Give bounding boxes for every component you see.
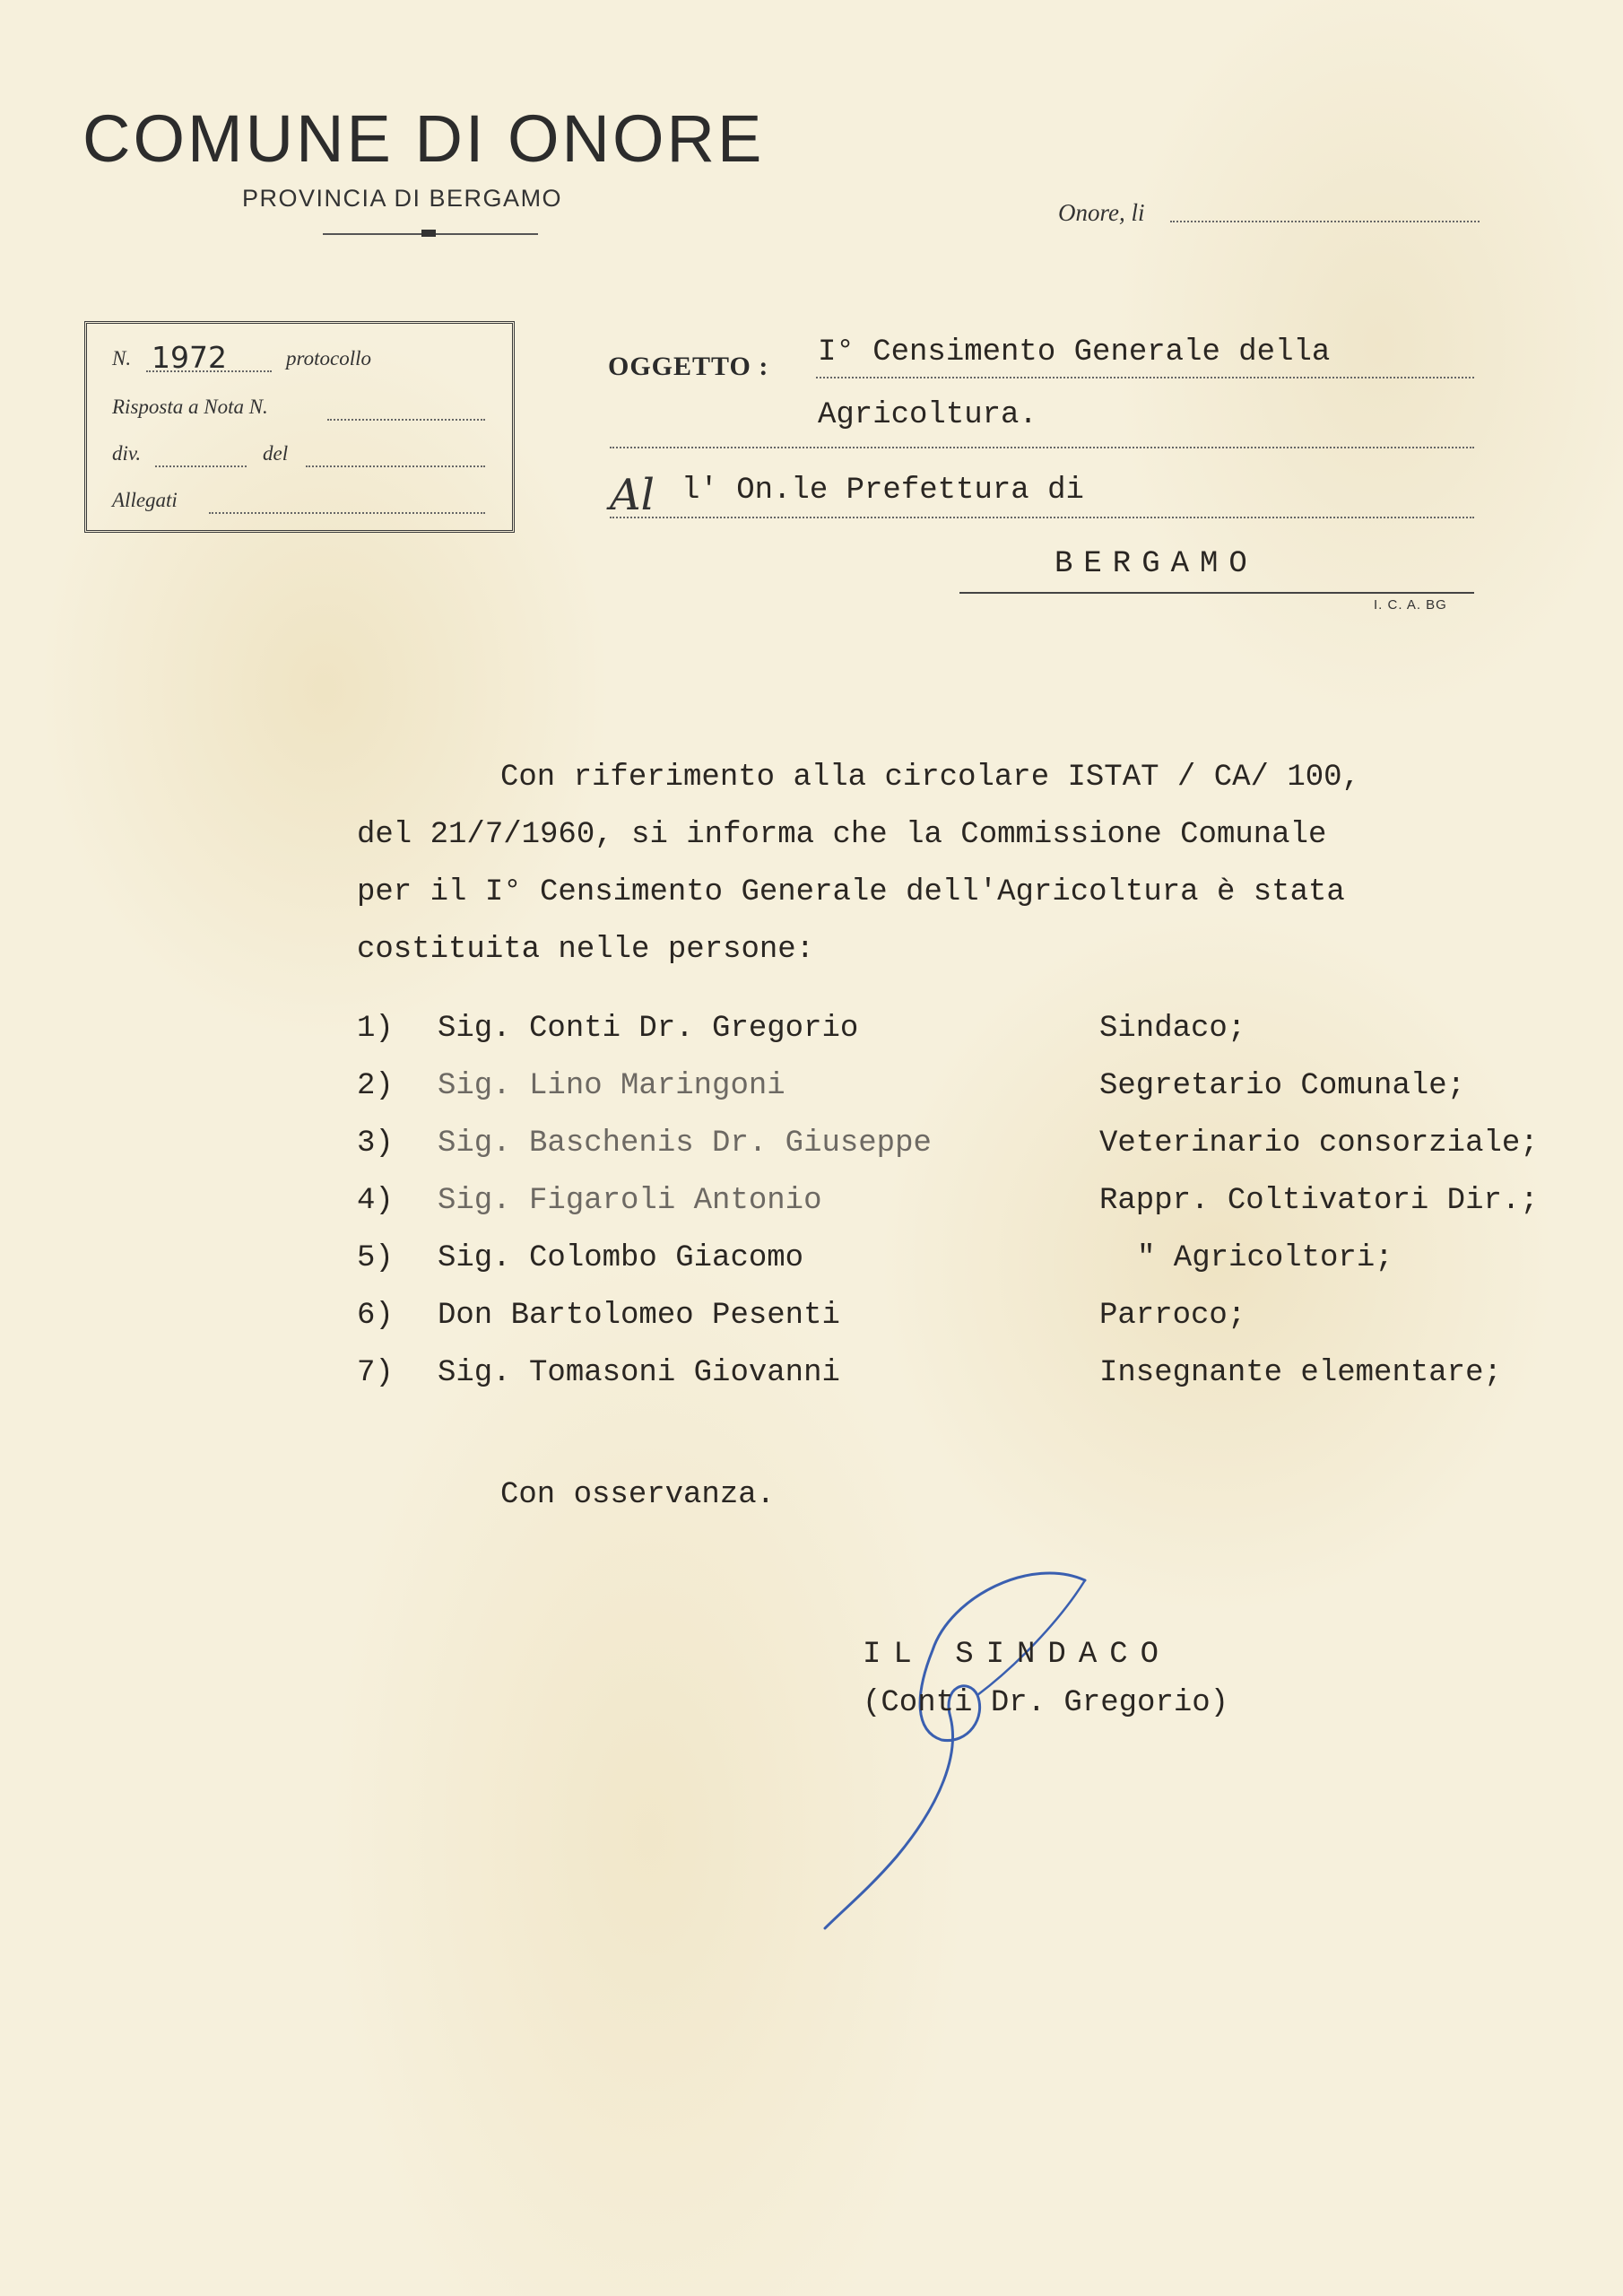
member-role: Veterinario consorziale; <box>1099 1126 1539 1161</box>
member-name: Sig. Baschenis Dr. Giuseppe <box>438 1126 932 1161</box>
place-date-line <box>1170 221 1480 222</box>
member-number: 3) <box>357 1126 394 1161</box>
letterhead-rule-mark <box>421 230 436 237</box>
body-line-1: Con riferimento alla circolare ISTAT / CA/ 100, <box>500 761 1360 795</box>
reply-line <box>327 419 485 421</box>
div-line <box>155 465 247 467</box>
closing-salutation: Con osservanza. <box>500 1478 776 1512</box>
member-number: 7) <box>357 1356 394 1390</box>
protocol-number-label: N. <box>112 347 132 370</box>
body-line-2: del 21/7/1960, si informa che la Commissione Comunale <box>357 818 1327 852</box>
protocol-label: protocollo <box>286 347 371 370</box>
addressee-city-rule <box>959 592 1474 594</box>
member-role: Insegnante elementare; <box>1099 1356 1502 1390</box>
member-role: Segretario Comunale; <box>1099 1069 1466 1103</box>
member-number: 5) <box>357 1241 394 1275</box>
del-line <box>306 465 485 467</box>
member-role: Rappr. Coltivatori Dir.; <box>1099 1184 1539 1218</box>
member-number: 4) <box>357 1184 394 1218</box>
attachments-label: Allegati <box>112 489 178 511</box>
signature-title: IL SINDACO <box>863 1638 1172 1672</box>
body-line-4: costituita nelle persone: <box>357 933 815 967</box>
subject-line-1: I° Censimento Generale della <box>818 335 1331 370</box>
addressee-city: BERGAMO <box>1055 547 1258 581</box>
member-name: Sig. Colombo Giacomo <box>438 1241 804 1275</box>
addressee-line-1: l' On.le Prefettura di <box>681 474 1084 508</box>
member-name: Sig. Tomasoni Giovanni <box>438 1356 840 1390</box>
subject-rule-1 <box>816 377 1474 378</box>
del-label: del <box>263 442 289 465</box>
subject-line-2: Agricoltura. <box>818 398 1037 432</box>
member-role: Parroco; <box>1099 1299 1246 1333</box>
handwritten-signature <box>807 1561 1166 1937</box>
attachments-line <box>209 512 485 514</box>
ica-stamp: I. C. A. BG <box>1374 597 1447 613</box>
member-role: " Agricoltori; <box>1137 1241 1393 1275</box>
addressee-rule <box>610 517 1474 518</box>
letterhead-province: PROVINCIA DI BERGAMO <box>242 185 563 212</box>
body-line-3: per il I° Censimento Generale dell'Agricoltura è stata <box>357 875 1345 909</box>
protocol-number-value: 1972 <box>152 340 227 375</box>
member-name: Sig. Figaroli Antonio <box>438 1184 822 1218</box>
subject-label: OGGETTO : <box>608 352 769 381</box>
addressee-script-prefix: Al <box>610 470 655 520</box>
subject-rule-2 <box>610 447 1474 448</box>
member-number: 2) <box>357 1069 394 1103</box>
member-number: 1) <box>357 1012 394 1046</box>
protocol-number-line <box>146 370 272 372</box>
member-name: Sig. Conti Dr. Gregorio <box>438 1012 859 1046</box>
signature-name: (Conti Dr. Gregorio) <box>863 1686 1229 1720</box>
member-name: Sig. Lino Maringoni <box>438 1069 785 1103</box>
member-role: Sindaco; <box>1099 1012 1246 1046</box>
reply-label: Risposta a Nota N. <box>112 396 268 418</box>
letterhead-title: COMUNE DI ONORE <box>82 101 765 176</box>
member-number: 6) <box>357 1299 394 1333</box>
member-name: Don Bartolomeo Pesenti <box>438 1299 840 1333</box>
place-date-label: Onore, li <box>1058 199 1145 226</box>
div-label: div. <box>112 442 142 465</box>
protocol-box <box>84 321 515 533</box>
